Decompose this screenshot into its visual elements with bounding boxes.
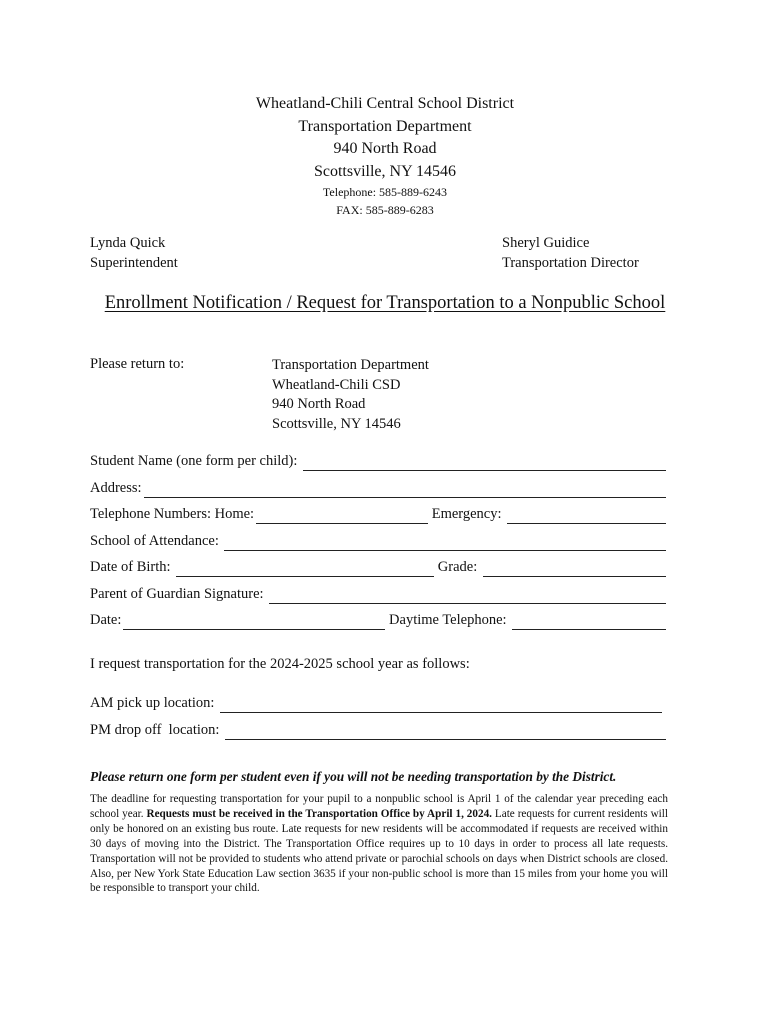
return-line-3: 940 North Road bbox=[272, 396, 366, 412]
emergency-phone-line[interactable] bbox=[507, 508, 666, 524]
director-name: Sheryl Guidice bbox=[502, 235, 590, 251]
district-header bbox=[0, 93, 770, 219]
director-title: Transportation Director bbox=[502, 255, 639, 271]
signature-line[interactable] bbox=[269, 588, 666, 604]
dob-label: Date of Birth: bbox=[90, 559, 175, 575]
pm-dropoff-label: PM drop off location: bbox=[90, 722, 224, 738]
address-label: Address: bbox=[90, 480, 142, 496]
return-line-2: Wheatland-Chili CSD bbox=[272, 376, 401, 393]
address-line[interactable] bbox=[144, 482, 666, 498]
home-phone-label: Telephone Numbers: Home: bbox=[90, 506, 255, 522]
superintendent-block bbox=[90, 233, 178, 273]
emergency-phone-label: Emergency: bbox=[428, 506, 506, 522]
am-pickup-line[interactable] bbox=[220, 697, 662, 713]
director-block bbox=[502, 233, 639, 273]
am-pickup-field[interactable] bbox=[90, 693, 662, 713]
deadline-text-2: Late requests for current residents will only be honored on an existing bus route. Late requests for new residents will be accommodated if requests are received within 30 days of moving into the District. The Transportation Office requires up to 10 days in order to process all late requests. Transportation will not be provided to students who attend private or parochial schools on days when District schools are closed. Also, per New York State Education Law section 3635 if your non-public school is more than 15 miles from your home you will be responsible to transport your child. bbox=[90, 807, 668, 895]
date-phone-field[interactable] bbox=[90, 610, 666, 630]
school-label: School of Attendance: bbox=[90, 533, 223, 549]
return-line-1: Transportation Department bbox=[272, 357, 429, 373]
district-name: Wheatland-Chili Central School District bbox=[255, 95, 515, 112]
district-city: Scottsville, NY 14546 bbox=[313, 162, 457, 180]
signature-label: Parent of Guardian Signature: bbox=[90, 586, 268, 602]
form-title: Enrollment Notification / Request for Transportation to a Nonpublic School bbox=[104, 293, 666, 313]
return-line-4: Scottsville, NY 14546 bbox=[272, 415, 401, 432]
student-name-line[interactable] bbox=[303, 455, 666, 471]
school-field[interactable] bbox=[90, 531, 666, 551]
district-telephone: Telephone: 585-889-6243 bbox=[322, 185, 448, 199]
district-street: 940 North Road bbox=[333, 140, 437, 157]
am-pickup-label: AM pick up location: bbox=[90, 695, 219, 711]
address-field[interactable] bbox=[90, 478, 666, 498]
deadline-paragraph bbox=[90, 792, 668, 896]
pm-dropoff-field[interactable] bbox=[90, 720, 666, 740]
date-line[interactable] bbox=[123, 614, 385, 630]
return-address bbox=[272, 356, 429, 434]
return-notice: Please return one form per student even if you will not be needing transportation by the District. bbox=[90, 769, 617, 784]
dob-line[interactable] bbox=[176, 561, 434, 577]
student-name-label: Student Name (one form per child): bbox=[90, 453, 301, 469]
return-label: Please return to: bbox=[90, 356, 185, 372]
deadline-text-1: The deadline for requesting transportation for your pupil to a nonpublic school is April 1 of the calendar year preceding each school year. bbox=[90, 793, 668, 820]
daytime-phone-line[interactable] bbox=[512, 614, 666, 630]
date-label: Date: bbox=[90, 612, 122, 628]
deadline-bold-text: Requests must be received in the Transportation Office by April 1, 2024. bbox=[146, 807, 492, 820]
dob-grade-field[interactable] bbox=[90, 557, 666, 577]
grade-line[interactable] bbox=[483, 561, 666, 577]
signature-field[interactable] bbox=[90, 584, 666, 604]
grade-label: Grade: bbox=[434, 559, 481, 575]
daytime-phone-label: Daytime Telephone: bbox=[385, 612, 511, 628]
superintendent-title: Superintendent bbox=[90, 255, 178, 271]
department-name: Transportation Department bbox=[298, 117, 472, 135]
telephone-field[interactable] bbox=[90, 504, 666, 524]
school-line[interactable] bbox=[224, 535, 666, 551]
pm-dropoff-line[interactable] bbox=[225, 724, 666, 740]
request-statement: I request transportation for the 2024-2025 school year as follows: bbox=[90, 656, 470, 672]
district-fax: FAX: 585-889-6283 bbox=[336, 203, 434, 217]
superintendent-name: Lynda Quick bbox=[90, 235, 166, 251]
home-phone-line[interactable] bbox=[256, 508, 428, 524]
student-name-field[interactable] bbox=[90, 451, 666, 471]
